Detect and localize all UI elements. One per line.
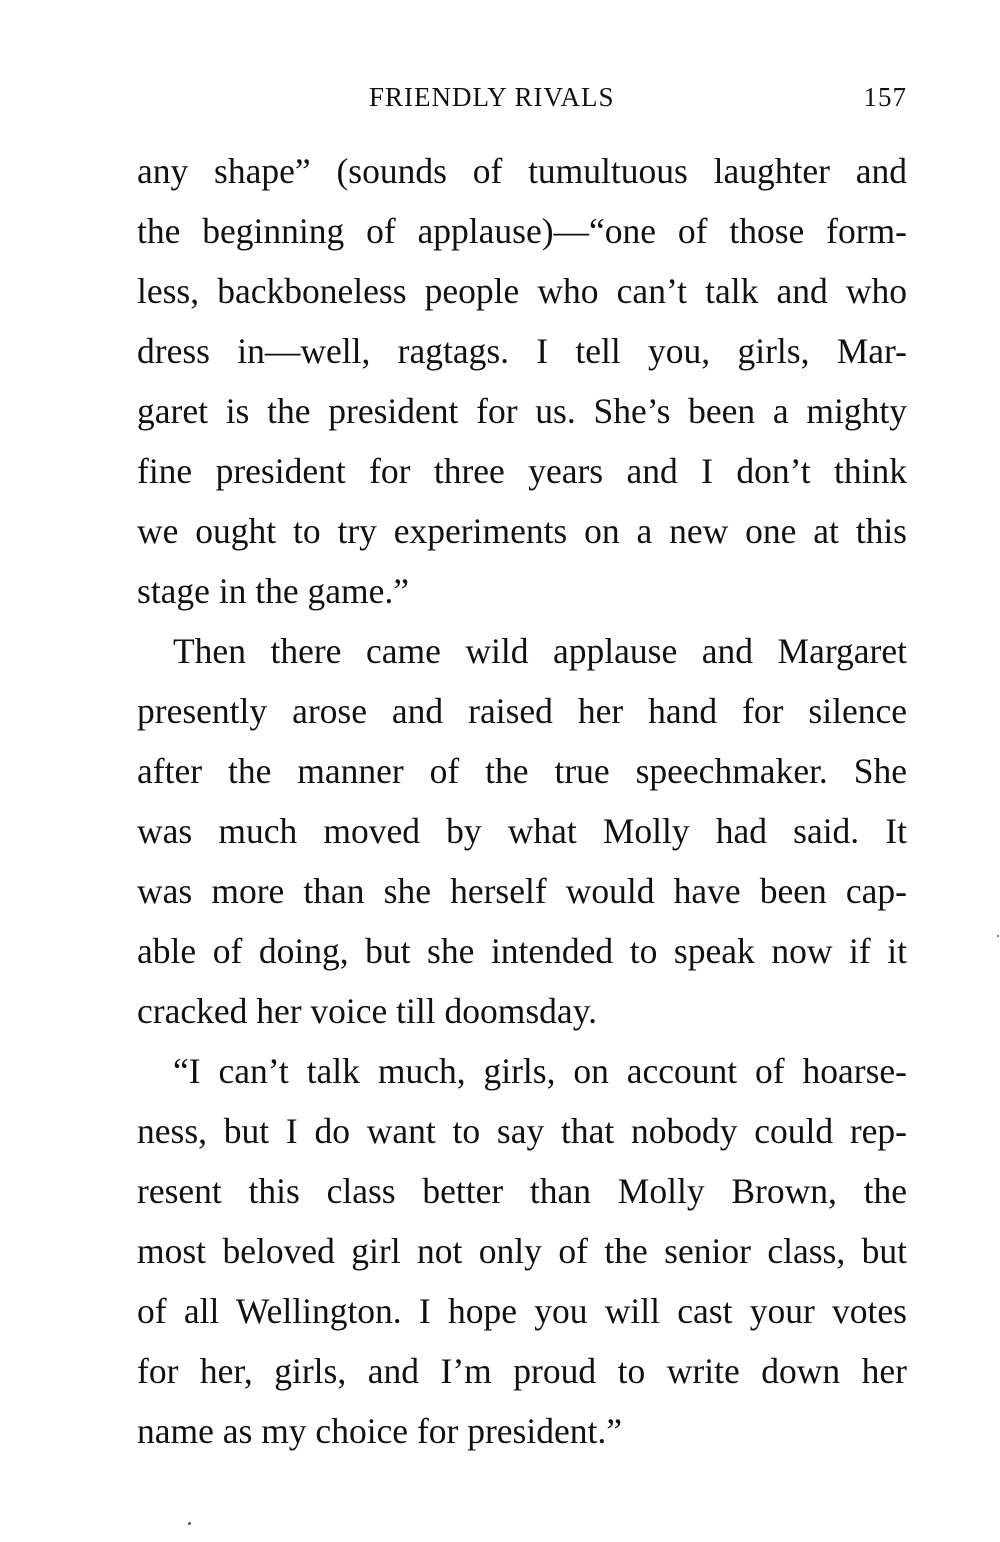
- body-text: [137, 141, 907, 1461]
- text-line: after the manner of the true speechmaker. She: [137, 751, 907, 791]
- text-line: ness, but I do want to say that nobody could rep-: [137, 1111, 907, 1151]
- text-line: able of doing, but she intended to speak now if it: [137, 931, 907, 971]
- text-line: we ought to try experiments on a new one at this: [137, 511, 907, 551]
- text-line: presently arose and raised her hand for silence: [137, 691, 907, 731]
- paragraph: [137, 141, 907, 621]
- text-line: was much moved by what Molly had said. It: [137, 811, 907, 851]
- paragraph: [137, 1041, 907, 1461]
- text-line: any shape” (sounds of tumultuous laughter and: [137, 151, 907, 191]
- running-header: [137, 82, 907, 126]
- text-line: less, backboneless people who can’t talk and who: [137, 271, 907, 311]
- text-line: stage in the game.”: [137, 571, 410, 611]
- text-line: most beloved girl not only of the senior class, but: [137, 1231, 907, 1271]
- text-line: resent this class better than Molly Brown, the: [137, 1171, 907, 1211]
- text-line: dress in—well, ragtags. I tell you, girls, Mar-: [137, 331, 907, 371]
- text-line: the beginning of applause)—“one of those form-: [137, 211, 907, 251]
- paragraph: [137, 621, 907, 1041]
- text-line: fine president for three years and I don’t think: [137, 451, 907, 491]
- page-number: 157: [863, 82, 907, 112]
- running-title: FRIENDLY RIVALS: [369, 82, 615, 112]
- text-line: “I can’t talk much, girls, on account of hoarse-: [173, 1051, 907, 1091]
- text-line: name as my choice for president.”: [137, 1411, 622, 1451]
- text-line: cracked her voice till doomsday.: [137, 991, 598, 1031]
- scan-speck: [997, 935, 999, 937]
- text-line: garet is the president for us. She’s been a mighty: [137, 391, 907, 431]
- text-line: Then there came wild applause and Margaret: [173, 631, 907, 671]
- text-line: was more than she herself would have been cap-: [137, 871, 907, 911]
- text-line: for her, girls, and I’m proud to write down her: [137, 1351, 907, 1391]
- scan-speck: [188, 1522, 191, 1525]
- text-line: of all Wellington. I hope you will cast your votes: [137, 1291, 907, 1331]
